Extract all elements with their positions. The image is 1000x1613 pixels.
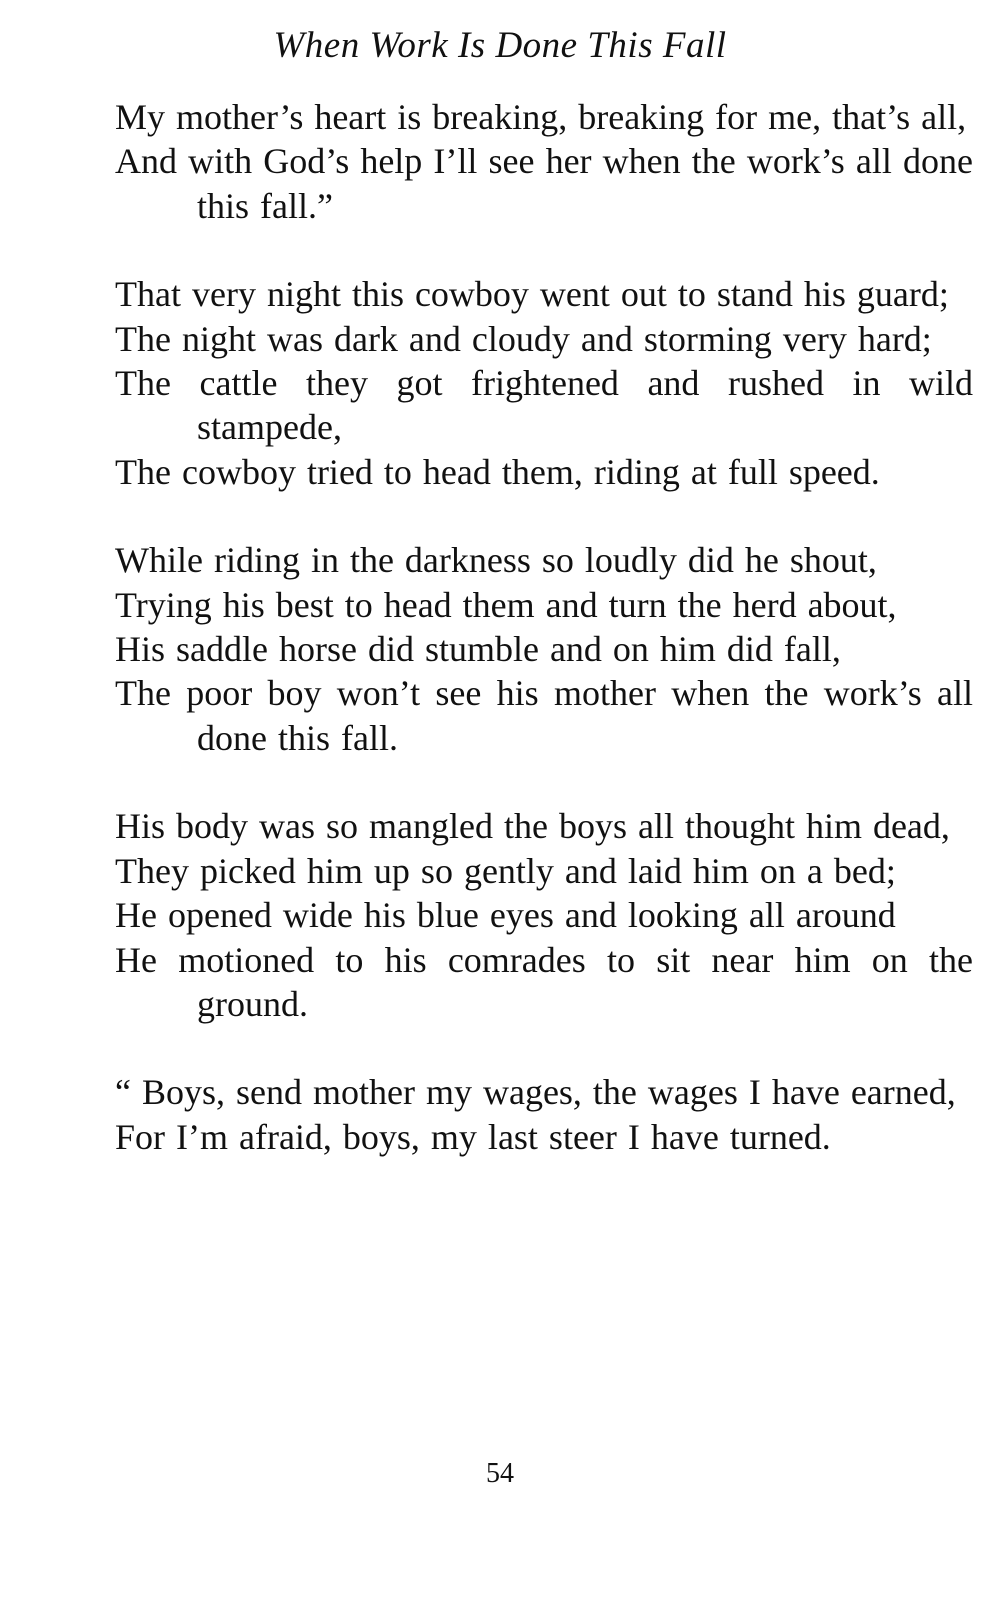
stanza-2 (115, 272, 973, 494)
verse-line: “ Boys, send mother my wages, the wages I have earned, (115, 1072, 956, 1113)
verse-line: While riding in the darkness so loudly did he shout, (115, 540, 877, 581)
verse-line: For I’m afraid, boys, my last steer I have turned. (115, 1116, 831, 1157)
stanza-5 (115, 1070, 973, 1159)
verse-line: Trying his best to head them and turn the herd about, (115, 584, 897, 625)
verse-line: The cowboy tried to head them, riding at full speed. (115, 451, 880, 492)
verse-line: The night was dark and cloudy and storming very hard; (115, 318, 932, 359)
verse-line: That very night this cowboy went out to stand his guard; (115, 274, 949, 315)
verse-line: He opened wide his blue eyes and looking all around (115, 895, 896, 936)
running-head: When Work Is Done This Fall (273, 25, 727, 66)
poem-text (115, 95, 973, 1159)
stanza-3 (115, 538, 973, 760)
verse-line: The poor boy won’t see his mother when the work’s all done this fall. (115, 673, 973, 758)
verse-line: My mother’s heart is breaking, breaking for me, that’s all, (115, 97, 967, 137)
stanza-4 (115, 804, 973, 1026)
verse-line: His saddle horse did stumble and on him did fall, (115, 629, 841, 670)
page-number: 54 (486, 1458, 514, 1489)
verse-line: He motioned to his comrades to sit near him on the ground. (115, 939, 973, 1024)
verse-line: His body was so mangled the boys all thought him dead, (115, 806, 950, 847)
verse-line: They picked him up so gently and laid him on a bed; (115, 850, 896, 891)
verse-line: The cattle they got frightened and rushed in wild stampede, (115, 363, 973, 448)
stanza-1 (115, 95, 973, 228)
verse-line: And with God’s help I’ll see her when the work’s all done this fall.” (115, 141, 973, 226)
